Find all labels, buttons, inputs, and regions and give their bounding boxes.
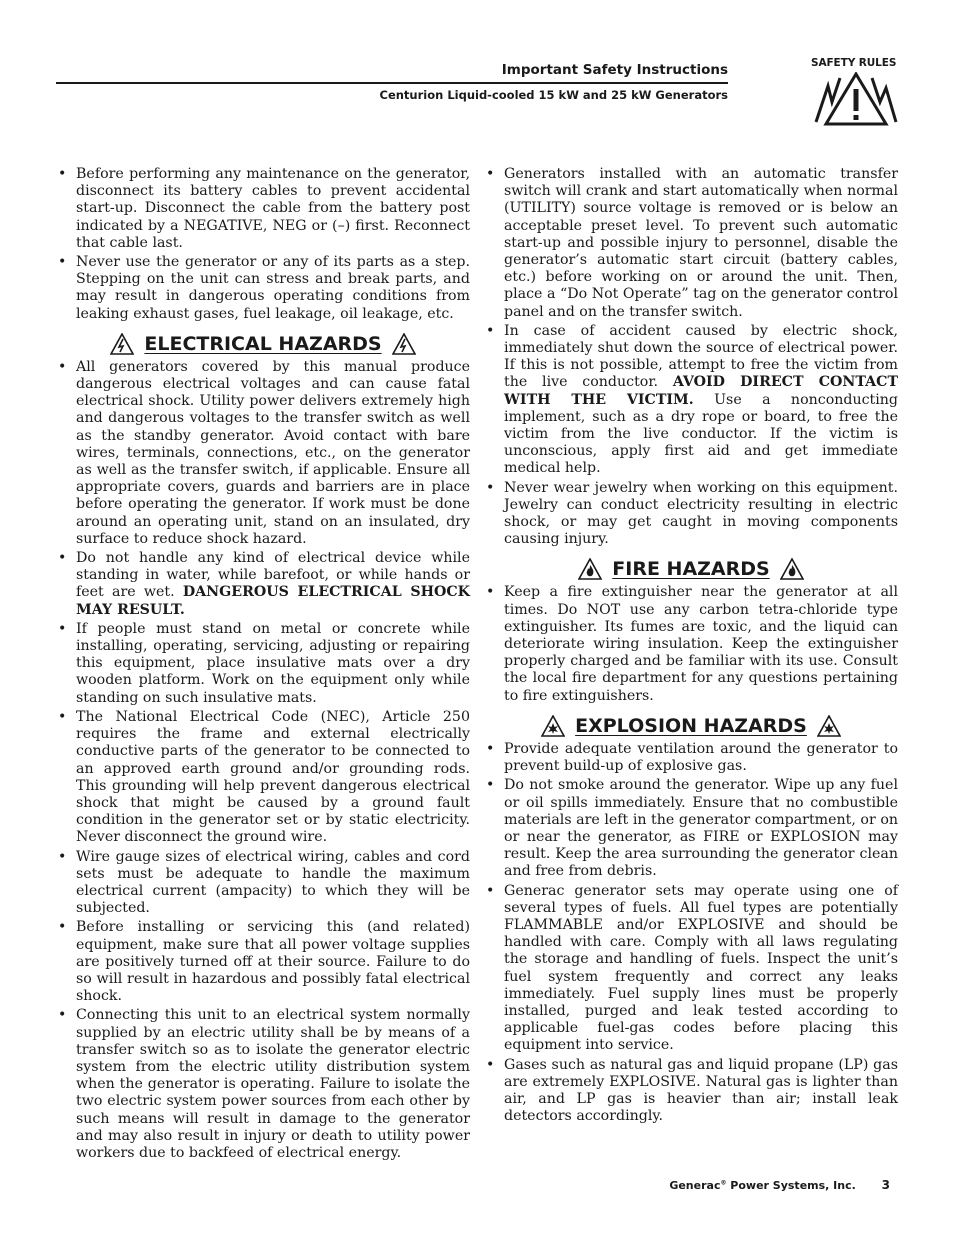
item-text: In case of accident caused by electric shock, immediately shut down the source of electrical power. If this is not possible, attempt to free the victim from the live conductor. [504,322,898,391]
list-item: • Keep a fire extinguisher near the generator at all times. Do NOT use any carbon tetra-chloride type extinguisher. Its fumes are toxic, and the liquid can deteriorate wiring insulation. Keep the extinguisher properly charged and be familiar with its use. Consult the local fire department for any questions pertaining to fire extinguishers. [484,584,898,704]
warning-emphasis: DANGEROUS ELECTRICAL SHOCK MAY RESULT. [76,584,470,618]
right-column [484,166,898,1127]
header-subtitle: Centurion Liquid-cooled 15 kW and 25 kW Generators [379,88,728,102]
list-item: • The National Electrical Code (NEC), Article 250 requires the frame and external electrically conductive parts of the generator to be connected to an approved earth ground and/or grounding rods. This grounding will help prevent dangerous electrical shock that might be caused by a ground fault condition in the generator set or by static electricity. Never disconnect the ground wire. [56,709,470,847]
list-item: • Never use the generator or any of its parts as a step. Stepping on the unit can stress and break parts, and may result in dangerous operating conditions from leaking exhaust gases, fuel leakage, oil leakage, etc. [56,254,470,323]
electric-shock-warning-icon [392,333,416,355]
page-footer [669,1178,890,1192]
explosion-hazards-list [484,741,898,1125]
heading-text: EXPLOSION HAZARDS [575,714,807,737]
intro-list [56,166,470,323]
lightning-warning-icon [814,72,898,126]
list-item: • Generators installed with an automatic transfer switch will crank and start automatically when normal (UTILITY) source voltage is removed or is below an acceptable preset level. To prevent such automatic start-up and possible injury to personnel, disable the generator’s automatic start circuit (battery cables, etc.) before working on or around the unit. Then, place a “Do Not Operate” tag on the generator control panel and on the transfer switch. [484,166,898,321]
list-item: • Do not smoke around the generator. Wipe up any fuel or oil spills immediately. Ensure that no combustible materials are left in the generator compartment, or on or near the generator, as FIRE or EXPLOSION may result. Keep the area surrounding the generator clean and free from debris. [484,777,898,880]
registered-mark: ® [720,1179,727,1187]
footer-company-suffix: Power Systems, Inc. [726,1179,856,1192]
footer-company: Generac [669,1179,721,1192]
list-item: • Before performing any maintenance on the generator, disconnect its battery cables to prevent accidental start-up. Disconnect the cable from the battery post indicated by a NEGATIVE, NEG or (–) first. Reconnect that cable last. [56,166,470,252]
header-title: Important Safety Instructions [501,62,728,78]
safety-rules-label: SAFETY RULES [811,57,897,69]
electrical-hazards-heading [56,333,470,355]
explosion-warning-icon [817,715,841,737]
item-text: Do not handle any kind of electrical device while standing in water, while barefoot, or while hands or feet are wet. [76,550,470,601]
explosion-hazards-heading [484,715,898,737]
list-item: • If people must stand on metal or concrete while installing, operating, servicing, adjusting or repairing this equipment, place insulative mats over a dry wooden platform. Work on the equipment only while standing on such insulative mats. [56,621,470,707]
list-item: • Gases such as natural gas and liquid propane (LP) gas are extremely EXPLOSIVE. Natural gas is lighter than air, and LP gas is heavier than air; install leak detectors accordingly. [484,1057,898,1126]
list-item: • Before installing or servicing this (and related) equipment, make sure that all power voltage supplies are positively turned off at their source. Failure to do so will result in hazardous and possibly fatal electrical shock. [56,919,470,1005]
electric-shock-warning-icon [110,333,134,355]
fire-warning-icon [578,558,602,580]
list-item: • Provide adequate ventilation around the generator to prevent build-up of explosive gas. [484,741,898,775]
electrical-hazards-list [56,359,470,1162]
heading-text: ELECTRICAL HAZARDS [144,332,382,355]
list-item [484,323,898,478]
fire-hazards-list [484,584,898,704]
list-item: • Connecting this unit to an electrical system normally supplied by an electric utility shall be by means of a transfer switch so as to isolate the generator electric system from the electric utility distribution system when the generator is operating. Failure to isolate the two electric system power sources from each other by such means will result in damage to the generator and may also result in injury or death to utility power workers due to backfeed of electrical energy. [56,1007,470,1162]
heading-text: FIRE HAZARDS [612,558,770,581]
page-number: 3 [881,1178,890,1192]
explosion-warning-icon [541,715,565,737]
intro-list [484,166,898,548]
list-item: • All generators covered by this manual produce dangerous electrical voltages and can cause fatal electrical shock. Utility power delivers extremely high and dangerous voltages to the transfer switch as well as the standby generator. Avoid contact with bare wires, terminals, connections, etc., on the generator as well as the transfer switch, if applicable. Ensure all appropriate covers, guards and barriers are in place before operating the generator. If work must be done around an operating unit, stand on an insulated, dry surface to reduce shock hazard. [56,359,470,548]
list-item: • Wire gauge sizes of electrical wiring, cables and cord sets must be adequate to handle the maximum electrical current (ampacity) to which they will be subjected. [56,849,470,918]
list-item: • Never wear jewelry when working on this equipment. Jewelry can conduct electricity resulting in electric shock, or may get caught in moving components causing injury. [484,480,898,549]
fire-warning-icon [780,558,804,580]
warning-emphasis: AVOID DIRECT CONTACT WITH THE VICTIM. [504,374,898,408]
item-text: Use a nonconducting implement, such as a dry rope or board, to free the victim from the live conductor. If the victim is unconscious, apply first aid and get immediate medical help. [504,391,899,477]
list-item: • Generac generator sets may operate using one of several types of fuels. All fuel types are potentially FLAMMABLE and/or EXPLOSIVE and should be handled with care. Comply with all laws regulating the storage and handling of fuels. Inspect the unit’s fuel system frequently and correct any leaks immediately. Fuel supply lines must be properly installed, purged and leak tested according to applicable fuel-gas codes before placing this equipment into service. [484,883,898,1055]
list-item [56,550,470,619]
fire-hazards-heading [484,558,898,580]
left-column [56,166,470,1164]
header-rule [56,82,728,84]
